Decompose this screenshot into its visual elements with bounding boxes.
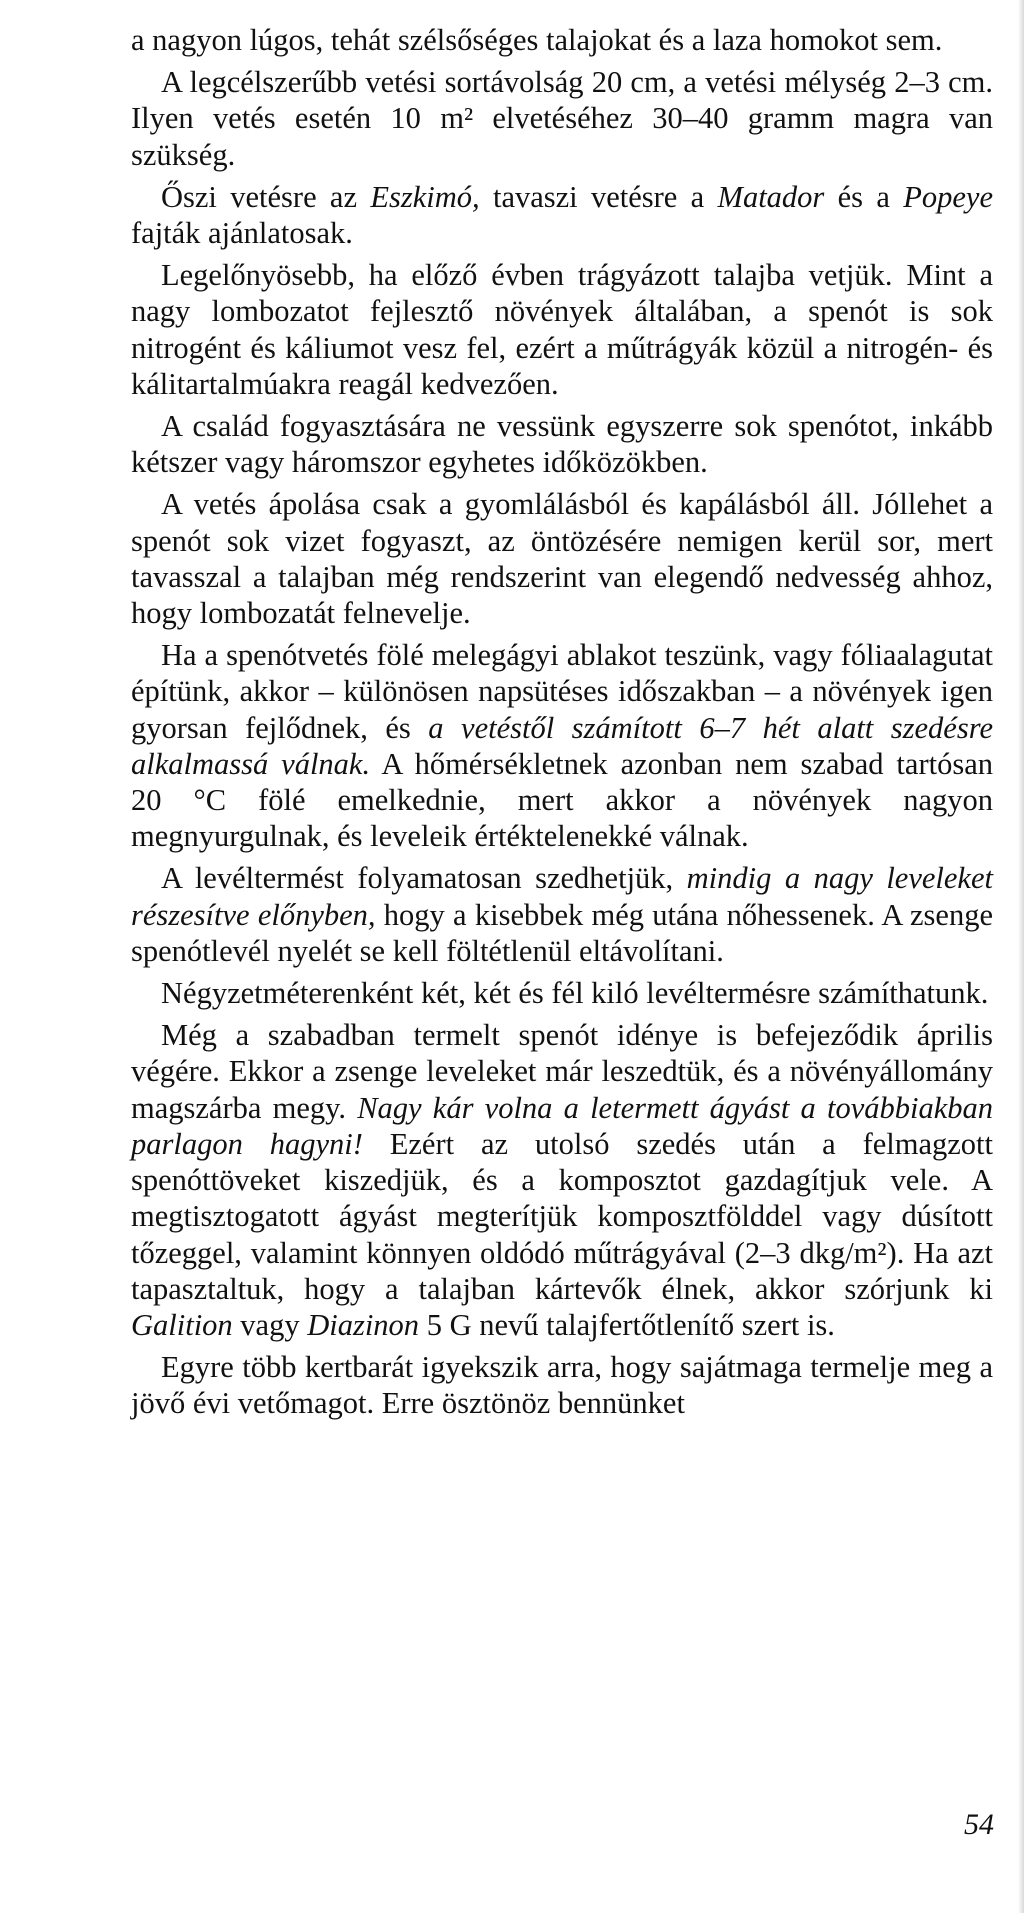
paragraph: [131, 64, 993, 173]
italic-text: Galition: [131, 1307, 233, 1342]
paragraph: [131, 408, 993, 480]
italic-text: Diazinon: [307, 1307, 420, 1342]
italic-text: a vetéstől számított 6–7 hét alatt szedésre alkalmassá válnak.: [131, 710, 993, 781]
italic-text: mindig a nagy leveleket részesítve előnyben,: [131, 861, 993, 932]
text-run: A vetés ápolása csak a gyomlálásból és kapálásból áll. Jóllehet a spenót sok vizet fogyaszt, az öntözésére nemigen kerül sor, mert tavasszal a talajban még rendszerint van elegendő nedvesség ahhoz, hogy lombozatát felnevelje.: [131, 487, 993, 631]
paragraph: [131, 486, 993, 631]
text-run: Egyre több kertbarát igyekszik arra, hogy sajátmaga termelje meg a jövő évi vetőmagot. Erre ösztönöz bennünket: [131, 1350, 993, 1421]
text-run: Még a szabadban termelt spenót idénye is befejeződik április végére. Ekkor a zsenge leveleket már leszedtük, és a növényállomány magszárba megy.: [131, 1018, 993, 1125]
page-edge: [1018, 0, 1024, 1913]
paragraph: [131, 22, 993, 58]
text-run: Őszi vetésre az: [161, 179, 371, 214]
text-run: és a: [824, 179, 904, 214]
paragraph: [131, 637, 993, 854]
text-run: Legelőnyösebb, ha előző évben trágyázott talajba vetjük. Mint a nagy lombozatot fejlesztő növények általában, a spenót is sok nitrogént és káliumot vesz fel, ezért a műtrágyák közül a nitrogén- és kálitartalmúakra reagál kedvezően.: [131, 258, 993, 401]
text-run: Ha a spenótvetés fölé melegágyi ablakot teszünk, vagy fóliaalagutat építünk, akkor – különösen napsütéses időszakban – a növények igen gyorsan fejlődnek, és: [131, 638, 993, 745]
paragraph: [131, 1017, 993, 1343]
italic-text: Popeye: [903, 179, 993, 214]
text-run: Ezért az utolsó szedés után a felmagzott spenóttöveket kiszedjük, és a komposztot gazdagítjuk vele. A megtisztogatott ágyást megterítjük komposztfölddel vagy dúsított tőzeggel, valamint könnyen oldódó műtrágyával (2–3 dkg/m²). Ha azt tapasztaltuk, hogy a talajban kártevők élnek, akkor szórjunk ki: [131, 1126, 994, 1306]
text-run: 5 G nevű talajfertőtlenítő szert is.: [419, 1307, 835, 1342]
text-run: A hőmérsékletnek azonban nem szabad tartósan 20 °C fölé emelkednie, mert akkor a növények nagyon megnyurgulnak, és leveleik értéktelenekké válnak.: [131, 746, 993, 854]
paragraph: [131, 257, 993, 402]
text-run: hogy a kisebbek még utána nőhessenek. A zsenge spenótlevél nyelét se kell föltétlenül eltávolítani.: [131, 897, 993, 968]
paragraph: [131, 1349, 993, 1421]
text-run: tavaszi vetésre a: [479, 179, 718, 214]
italic-text: Matador: [717, 179, 825, 214]
italic-text: Eszkimó,: [370, 179, 480, 214]
text-run: a nagyon lúgos, tehát szélsőséges talajokat és a laza homokot sem.: [131, 23, 943, 57]
text-run: Négyzetméterenként két, két és fél kiló levéltermésre számíthatunk.: [161, 976, 989, 1011]
page-number: 54: [964, 1808, 994, 1841]
paragraph: [131, 975, 993, 1011]
text-run: A legcélszerűbb vetési sortávolság 20 cm, a vetési mélység 2–3 cm. Ilyen vetés esetén 10 m² elvetéséhez 30–40 gramm magra van szükség.: [131, 65, 993, 172]
italic-text: Nagy kár volna a letermett ágyást a továbbiakban parlagon hagyni!: [131, 1090, 993, 1161]
body-text: [131, 22, 993, 1428]
text-run: A család fogyasztására ne vessünk egyszerre sok spenótot, inkább kétszer vagy háromszor egyhetes időközökben.: [131, 409, 993, 480]
paragraph: [131, 860, 993, 969]
paragraph: [131, 179, 993, 251]
text-run: A levéltermést folyamatosan szedhetjük,: [161, 861, 687, 896]
text-run: vagy: [232, 1307, 308, 1342]
text-run: fajták ajánlatosak.: [131, 216, 353, 251]
